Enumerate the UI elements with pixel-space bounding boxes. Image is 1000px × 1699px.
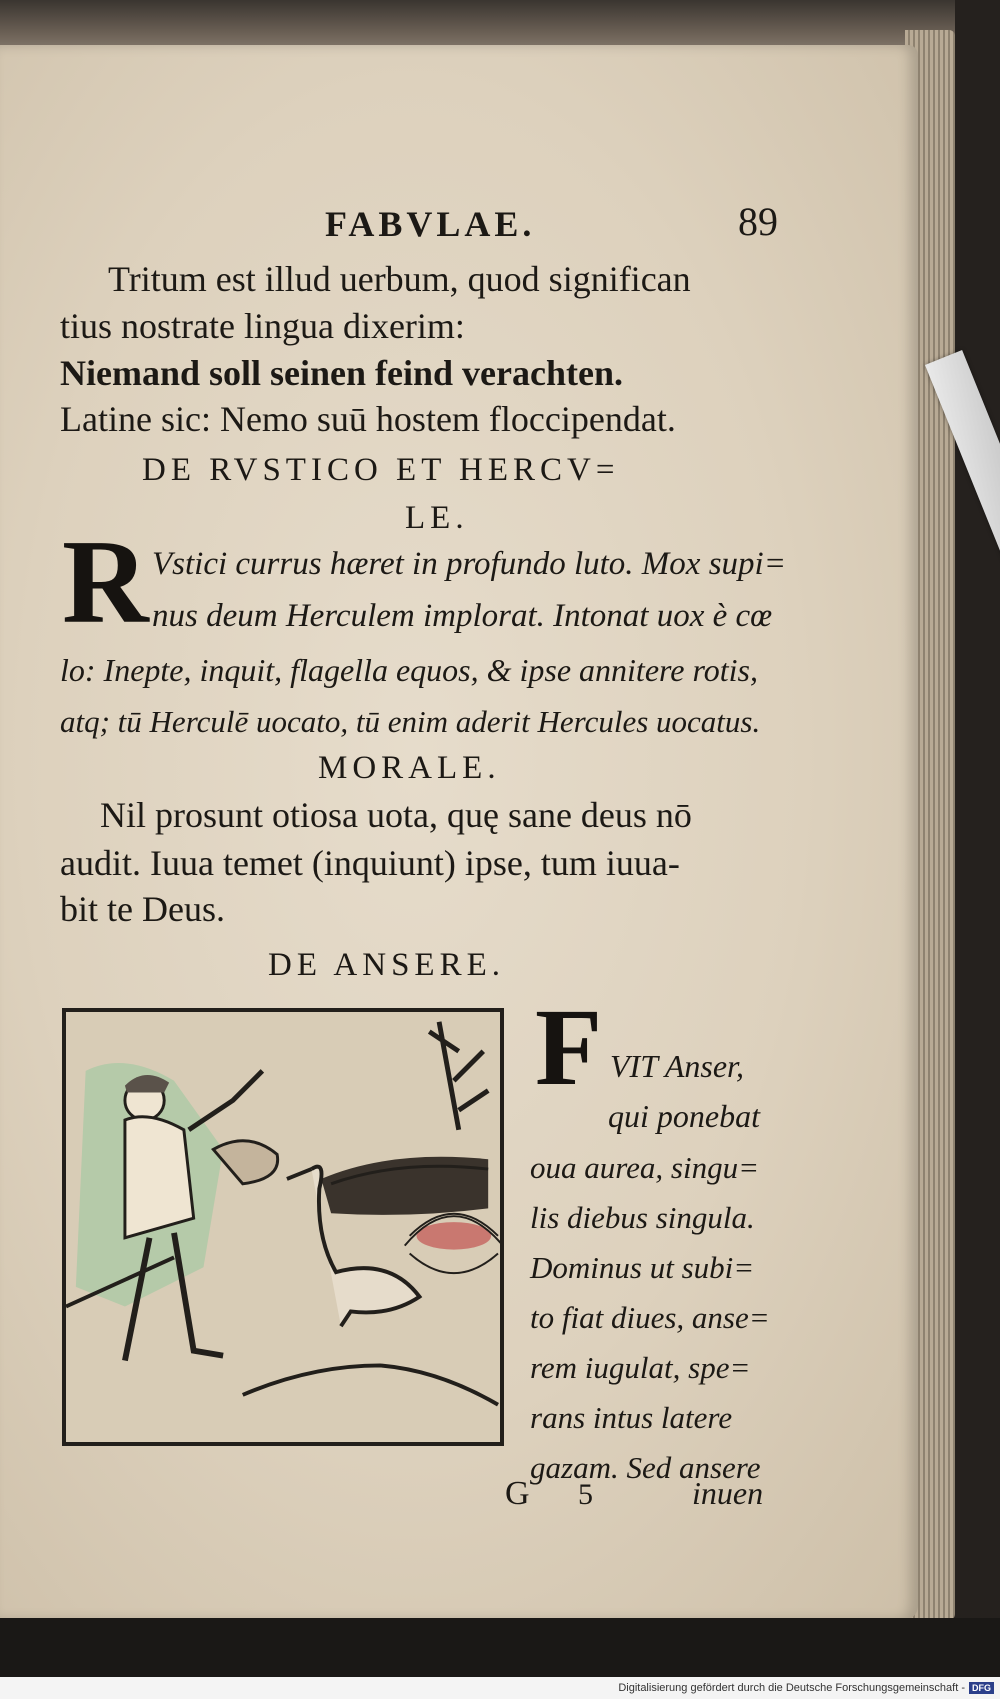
fable-title: DE ANSERE.	[268, 947, 506, 983]
moral-line: Nil prosunt otiosa uota, quę sane deus nō	[100, 795, 692, 835]
signature-number: 5	[578, 1478, 593, 1511]
fable-line: qui ponebat	[608, 1098, 760, 1134]
fable-line: VIT Anser,	[610, 1048, 744, 1084]
woodcut-illustration	[62, 1008, 504, 1446]
signature-mark: G	[505, 1475, 530, 1512]
page-number: 89	[738, 199, 778, 244]
fable-line: rans intus latere	[530, 1400, 733, 1435]
running-head: FABVLAE.	[325, 204, 536, 244]
fable-title-continued: LE.	[405, 500, 469, 536]
intro-line: Latine sic: Nemo suū hostem floccipendat.	[60, 399, 676, 439]
intro-line-german: Niemand soll seinen feind verachten.	[60, 353, 623, 393]
fable-line: atq; tū Herculē uocato, tū enim aderit Hercules uocatus.	[60, 704, 761, 739]
moral-line: audit. Iuua temet (inquiunt) ipse, tum iuua-	[60, 843, 680, 883]
scanner-border	[955, 0, 1000, 1660]
drop-cap: R	[62, 515, 149, 648]
fable-line: gazam. Sed ansere	[530, 1450, 761, 1485]
moral-heading: MORALE.	[318, 750, 501, 786]
fable-title: DE RVSTICO ET HERCV=	[142, 452, 620, 488]
fable-line: Dominus ut subi=	[530, 1250, 755, 1285]
fable-line: to fiat diues, anse=	[530, 1300, 770, 1335]
digitization-credit-bar	[0, 1677, 1000, 1699]
fable-line: oua aurea, singu=	[530, 1150, 760, 1185]
fable-line: nus deum Herculem implorat. Intonat uox è cœ	[152, 598, 773, 634]
moral-line: bit te Deus.	[60, 889, 225, 929]
drop-cap: F	[535, 986, 603, 1108]
fable-line: Vstici currus hæret in profundo luto. Mox supi=	[152, 546, 786, 582]
dfg-logo: DFG	[969, 1682, 994, 1694]
fable-line: rem iugulat, spe=	[530, 1350, 751, 1385]
intro-line: tius nostrate lingua dixerim:	[60, 306, 465, 346]
fable-line: lis diebus singula.	[530, 1200, 755, 1235]
digitization-credit: Digitalisierung gefördert durch die Deutsche Forschungsgemeinschaft -	[618, 1682, 965, 1694]
intro-line: Tritum est illud uerbum, quod significan	[108, 259, 691, 299]
woodcut-goose-image	[66, 1012, 500, 1442]
fable-line: lo: Inepte, inquit, flagella equos, & ipse annitere rotis,	[60, 652, 758, 688]
catchword: inuen	[692, 1475, 764, 1511]
